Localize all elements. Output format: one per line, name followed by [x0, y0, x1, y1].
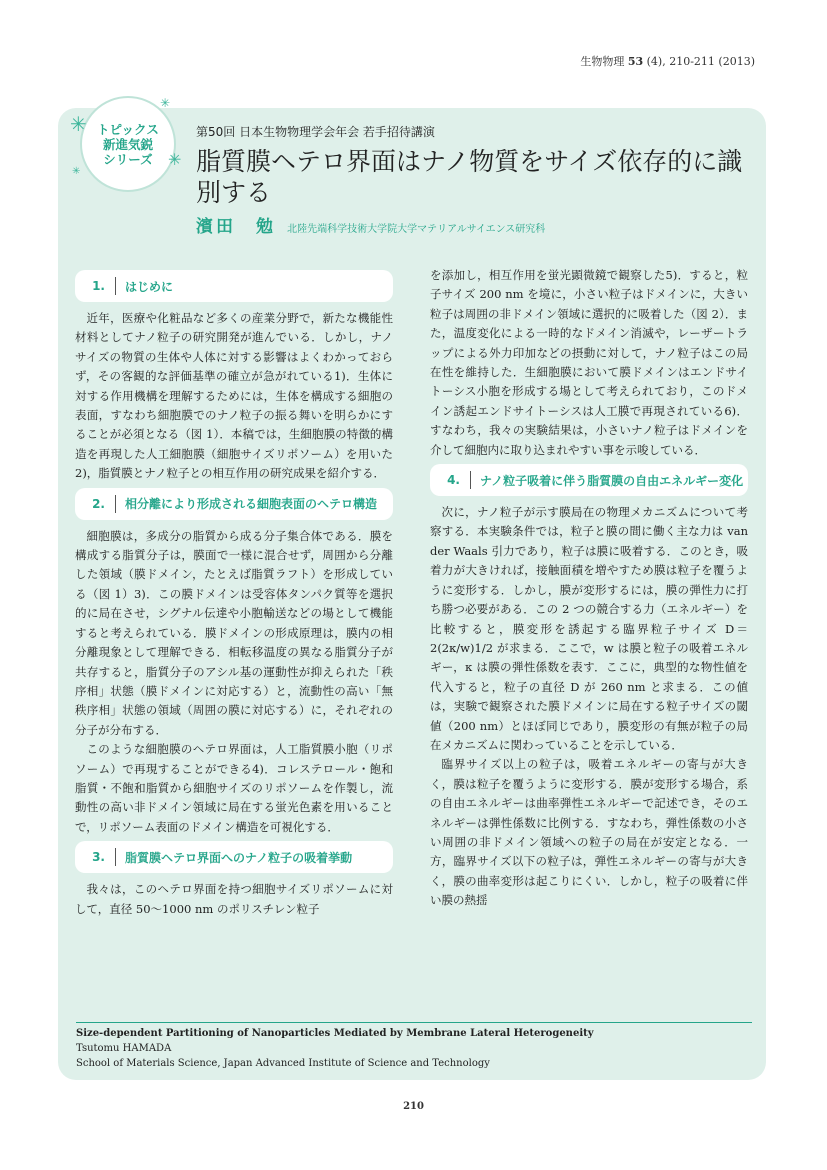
- page-number: 210: [403, 1101, 424, 1112]
- sparkle-icon: ✳: [160, 96, 171, 110]
- section-number: 3.: [92, 850, 105, 865]
- heading-divider: [470, 471, 471, 489]
- badge-line-3: シリーズ: [103, 151, 153, 167]
- sparkle-icon: ✳: [168, 150, 182, 169]
- section-title: 相分離により形成される細胞表面のヘテロ構造: [125, 497, 378, 512]
- topics-series-badge: [80, 96, 176, 192]
- body-paragraph: 我々は，このヘテロ界面を持つ細胞サイズリポソームに対して，直径 50～1000 nm のポリスチレン粒子: [75, 882, 393, 916]
- journal-name: 生物物理: [580, 55, 625, 68]
- english-author: Tsutomu HAMADA: [76, 1043, 172, 1054]
- section-heading: [75, 841, 393, 873]
- author-line: [196, 212, 545, 237]
- left-column: [75, 266, 393, 919]
- journal-citation: [580, 53, 755, 69]
- section-title: はじめに: [125, 279, 174, 294]
- body-paragraph: 近年，医療や化粧品など多くの産業分野で，新たな機能性材料としてナノ粒子の研究開発が進んでいる．しかし，ナノサイズの物質の生体や人体に対する影響はよくわかっておらず，その客観的な評価基準の確立が急がれている1)．生体に対する作用機構を理解するためには，生体を構成する細胞の表面，すなわち細胞膜でのナノ粒子の振る舞いを明らかにすることが必須となる（図 1）．本稿では，生細胞膜の特徴的構造を再現した人工細胞膜（細胞サイズリポソーム）を用いた2)，脂質膜とナノ粒子との相互作用の研究成果を紹介する．: [75, 311, 393, 481]
- english-abstract-footer: [76, 1022, 752, 1071]
- english-affiliation: School of Materials Science, Japan Advanced Institute of Science and Technology: [76, 1058, 490, 1069]
- section-title: 脂質膜ヘテロ界面へのナノ粒子の吸着挙動: [125, 850, 353, 865]
- english-title: Size-dependent Partitioning of Nanoparticles Mediated by Membrane Lateral Heterogeneity: [76, 1028, 594, 1039]
- body-paragraph: 臨界サイズ以上の粒子は，吸着エネルギーの寄与が大きく，膜は粒子を覆うように変形する．膜が変形する場合，系の自由エネルギーは曲率弾性エネルギーで記述でき，そのエネルギーは弾性係数に比例する．すなわち，弾性係数の小さい周囲の非ドメイン領域への粒子の局在が安定となる．一方，臨界サイズ以下の粒子は，弾性エネルギーの寄与が大きく，膜の曲率変形は起こりにくい．しかし，粒子の吸着に伴い膜の熱揺: [430, 757, 748, 908]
- body-paragraph: このような細胞膜のヘテロ界面は，人工脂質膜小胞（リポソーム）で再現することができる4)．コレステロール・飽和脂質・不飽和脂質から細胞サイズのリポソームを作製し，流動性の高い非ドメイン領域に局在する蛍光色素を用いることで，リポソーム表面のドメイン構造を可視化する．: [75, 742, 393, 834]
- author-affiliation: 北陸先端科学技術大学院大学マテリアルサイエンス研究科: [287, 224, 546, 235]
- section-heading: [75, 270, 393, 302]
- journal-issue-pages: (4), 210-211 (2013): [646, 55, 755, 68]
- section-heading: [430, 464, 748, 496]
- body-paragraph: を添加し，相互作用を蛍光顕微鏡で観察した5)．すると，粒子サイズ 200 nm を境に，小さい粒子はドメインに，大きい粒子は周囲の非ドメイン領域に選択的に吸着した（図 2）．また，温度変化による一時的なドメイン消滅や，レーザートラップによる外力印加などの摂動に対して，ナノ粒子はこの局在性を維持した．生細胞膜において膜ドメインはエンドサイトーシス小胞を形成する場として考えられており，このドメイン誘起エンドサイトーシスは人工膜で再現されている6)．すなわち，我々の実験結果は，小さいナノ粒子はドメインを介して細胞内に取り込まれやすい事を示唆している．: [430, 268, 748, 457]
- body-paragraph: 細胞膜は，多成分の脂質から成る分子集合体である．膜を構成する脂質分子は，膜面で一様に混合せず，周囲から分離した領域（膜ドメイン，たとえば脂質ラフト）を形成している（図 1）3)．この膜ドメインは受容体タンパク質等を選択的に局在させ，シグナル伝達や小胞輸送などの場として機能すると考えられている．膜ドメインの形成原理は，膜内の相分離現象として理解できる．相転移温度の異なる脂質分子が共存すると，脂質分子のアシル基の運動性が抑えられた「秩序相」状態（膜ドメインに対応する）と，流動性の高い「無秩序相」状態の領域（周囲の膜に対応する）に，それぞれの分子が分布する．: [75, 528, 393, 737]
- heading-divider: [115, 277, 116, 295]
- sparkle-icon: ✳: [70, 112, 87, 136]
- badge-line-1: トピックス: [97, 121, 159, 137]
- event-label: 第50回 日本生物物理学会年会 若手招待講演: [196, 125, 435, 139]
- section-number: 4.: [447, 473, 460, 488]
- sparkle-icon: ✳: [72, 166, 81, 177]
- badge-line-2: 新進気鋭: [102, 136, 153, 152]
- article-title: 脂質膜ヘテロ界面はナノ物質をサイズ依存的に識別する: [196, 147, 743, 207]
- body-paragraph: 次に，ナノ粒子が示す膜局在の物理メカニズムについて考察する．本実験条件では，粒子と膜の間に働く主な力は van der Waals 引力であり，粒子は膜に吸着する．このとき，吸着力が大きければ，接触面積を増やすため膜は粒子を覆うように変形する．しかし，膜が変形するには，膜の弾性力に打ち勝つ必要がある．この 2 つの競合する力（エネルギー）を比較すると，膜変形を誘起する臨界粒子サイズ D＝2(2κ/w)1/2 が求まる．ここで，w は膜と粒子の吸着エネルギー，κ は膜の弾性係数を表す．ここに，典型的な物性値を代入すると，粒子の直径 D が 260 nm と求まる．この値は，実験で観察された膜ドメインに局在する粒子サイズの閾値（200 nm）とほぼ同じであり，膜変形の有無が粒子の局在メカニズムに関わっていることを示している．: [430, 505, 748, 752]
- journal-volume: 53: [627, 55, 644, 68]
- section-heading: [75, 488, 393, 520]
- right-column: [430, 266, 748, 911]
- heading-divider: [115, 848, 116, 866]
- author-name: 濱田 勉: [196, 217, 276, 237]
- heading-divider: [115, 495, 116, 513]
- section-number: 1.: [92, 279, 105, 293]
- section-title: ナノ粒子吸着に伴う脂質膜の自由エネルギー変化: [480, 473, 744, 488]
- section-number: 2.: [92, 496, 105, 511]
